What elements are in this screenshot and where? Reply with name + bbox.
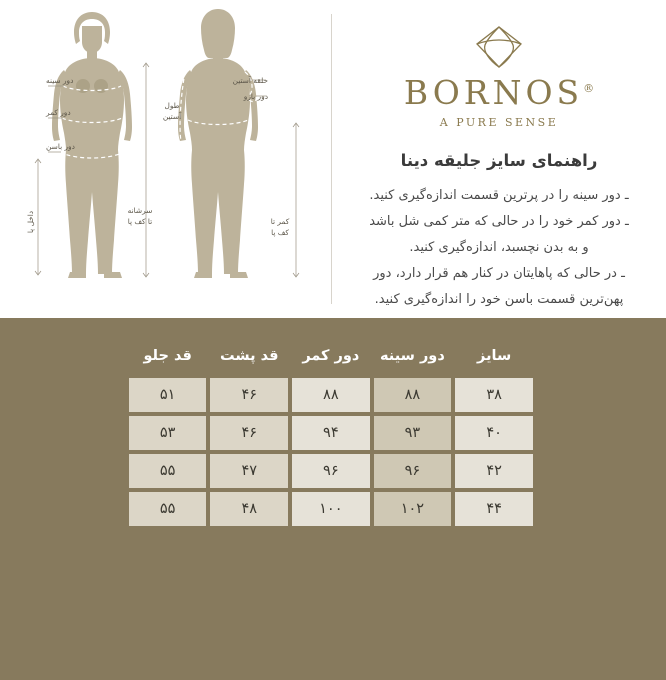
inseam-arrow <box>35 159 41 275</box>
header-panel <box>0 0 666 318</box>
instruction-line: ـ دور کمر خود را در حالی که متر کمی شل باشد <box>369 214 629 230</box>
column-header-bust: دور سینه <box>380 348 445 364</box>
cell-back-length: ۴۷ <box>210 454 288 488</box>
cell-size: ۴۲ <box>455 454 533 488</box>
label-shoulder-to-floor-2: تا کف پا <box>127 217 153 226</box>
instruction-line: ـ دور سینه را در پرترین قسمت اندازه‌گیری کنید. <box>369 188 629 203</box>
table-header-row <box>129 344 533 374</box>
cell-bust: ۹۶ <box>374 454 452 488</box>
cell-back-length: ۴۸ <box>210 492 288 526</box>
cell-size: ۴۰ <box>455 416 533 450</box>
column-header-waist: دور کمر <box>302 348 360 364</box>
column-header-back-length: قد پشت <box>220 348 279 364</box>
label-waist-to-floor-2: کف پا <box>271 228 289 237</box>
label-sleeve-length-1: طول <box>164 101 180 110</box>
column-header-front-length: قد جلو <box>143 348 192 364</box>
back-figure <box>178 9 258 278</box>
instruction-line: ـ در حالی که پاهایتان در کنار هم قرار دارد، دور <box>373 266 625 282</box>
instruction-line: و به بدن نچسبد، اندازه‌گیری کنید. <box>409 240 589 256</box>
label-bicep: دور بازو <box>243 92 268 101</box>
label-inseam: داخل پا <box>26 210 35 234</box>
registered-mark: ® <box>583 82 595 95</box>
cell-waist: ۹۴ <box>292 416 369 450</box>
diamond-lattice-icon <box>469 24 529 70</box>
cell-front-length: ۵۵ <box>129 454 206 488</box>
cell-size: ۴۴ <box>455 492 533 526</box>
label-waist: دور کمر <box>46 108 71 117</box>
cell-waist: ۹۶ <box>292 454 369 488</box>
label-bust: دور سینه <box>46 76 74 85</box>
brand-tagline: A PURE SENSE <box>439 116 559 129</box>
cell-bust: ۸۸ <box>374 378 452 412</box>
label-shoulder-to-floor-1: سرشانه <box>127 206 153 215</box>
brand-name <box>332 73 666 112</box>
cell-back-length: ۴۶ <box>210 378 288 412</box>
cell-front-length: ۵۵ <box>129 492 206 526</box>
label-sleeve-length-2: آستین <box>162 112 182 121</box>
table-row <box>129 454 533 488</box>
brand-block <box>332 0 666 318</box>
shoulder-to-floor-arrow <box>143 63 149 277</box>
cell-front-length: ۵۱ <box>129 378 206 412</box>
instruction-line: پهن‌ترین قسمت باسن خود را اندازه‌گیری کنید. <box>374 292 624 308</box>
table-row <box>129 492 533 526</box>
cell-waist: ۱۰۰ <box>292 492 369 526</box>
page-title: راهنمای سایز جلیقه دینا <box>400 151 598 170</box>
cell-waist: ۸۸ <box>292 378 369 412</box>
cell-back-length: ۴۶ <box>210 416 288 450</box>
measurement-illustration <box>0 0 332 318</box>
table-row <box>129 416 533 450</box>
waist-to-floor-arrow <box>293 123 299 277</box>
column-header-size: سایز <box>477 348 512 364</box>
cell-front-length: ۵۳ <box>129 416 206 450</box>
cell-size: ۳۸ <box>455 378 533 412</box>
label-armhole: حلقه آستین <box>232 76 268 85</box>
table-row <box>129 378 533 412</box>
cell-bust: ۱۰۲ <box>374 492 452 526</box>
label-waist-to-floor-1: کمر تا <box>270 217 290 226</box>
brand-name-text: BORNOS <box>403 73 584 112</box>
size-table-panel <box>0 318 666 680</box>
cell-bust: ۹۳ <box>374 416 452 450</box>
measurement-instructions <box>346 184 652 312</box>
label-hip: دور باسن <box>46 142 75 151</box>
size-chart-table <box>125 340 537 530</box>
